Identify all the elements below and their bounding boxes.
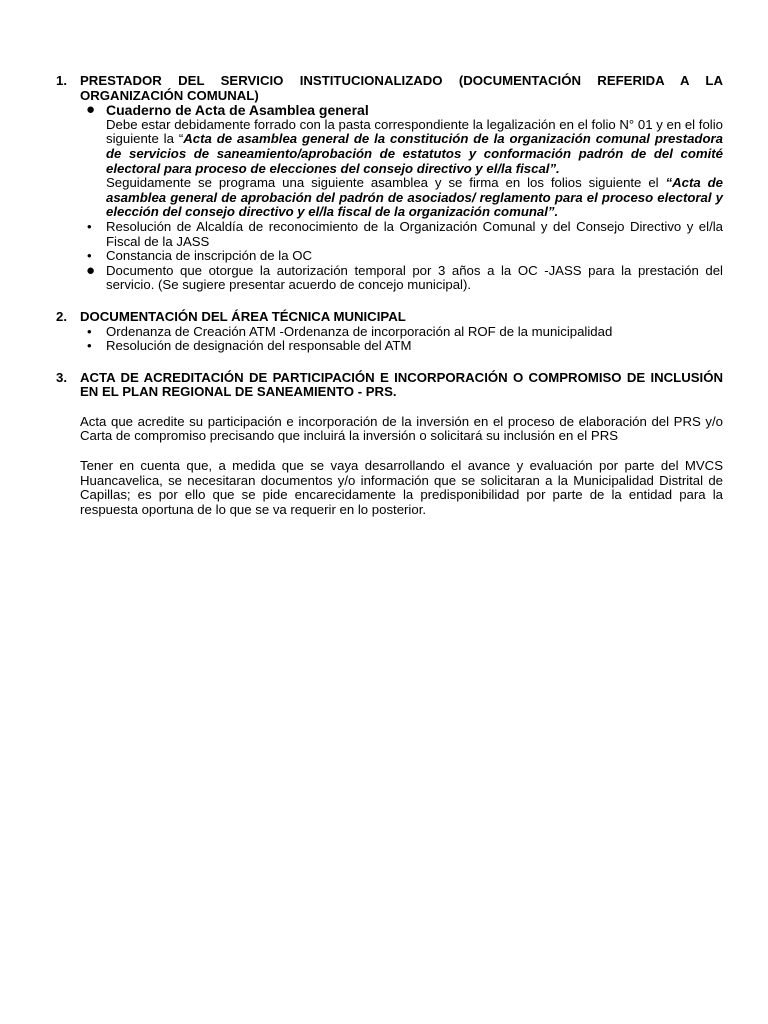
list-item: [80, 325, 723, 340]
item-text: Resolución de designación del responsable del ATM: [106, 338, 412, 354]
bullet-list: [80, 325, 723, 354]
bullet-icon: •: [87, 218, 92, 234]
item-text: Documento que otorgue la autorización temporal por 3 años a la OC -JASS para la prestación del servicio. (Se sugiere presentar acuerdo de concejo municipal).: [106, 262, 723, 293]
bullet-icon: •: [87, 338, 92, 354]
item-text: Resolución de Alcaldía de reconocimiento de la Organización Comunal y del Consejo Directivo y el/la Fiscal de la JASS: [106, 218, 723, 249]
item-title: Cuaderno de Acta de Asamblea general: [106, 102, 369, 119]
paragraph-text: Seguidamente se programa una siguiente asamblea y se firma en los folios siguiente el: [106, 175, 666, 191]
section-heading: ACTA DE ACREDITACIÓN DE PARTICIPACIÓN E INCORPORACIÓN O COMPROMISO DE INCLUSIÓN EN EL PLAN REGIONAL DE SANEAMIENTO - PRS.: [80, 369, 723, 400]
item-paragraph: [106, 176, 723, 220]
list-item: [80, 220, 723, 249]
item-text: Ordenanza de Creación ATM -Ordenanza de incorporación al ROF de la municipalidad: [106, 323, 613, 339]
bullet-icon: •: [87, 323, 92, 339]
paragraph-emphasis: Acta de asamblea general de la constitución de la organización comunal prestadora de servicios de saneamiento/aprobación de estatutos y conformación padrón de del comité electoral para proceso de elecciones del consejo directivo y el/la fiscal”.: [106, 131, 724, 176]
section-number: 3.: [56, 369, 67, 385]
section-number: 2.: [56, 308, 67, 324]
body-paragraph: Tener en cuenta que, a medida que se vaya desarrollando el avance y evaluación por parte del MVCS Huancavelica, se necesitaran documentos y/o información que se solicitaran a la Municipalidad Distrital de Capillas; es por ello que se pide encarecidamente la predisponibilidad por parte de la entidad para la respuesta oportuna de lo que se va requerir en lo posterior.: [80, 458, 723, 517]
section-number: 1.: [56, 73, 67, 88]
section-heading: DOCUMENTACIÓN DEL ÁREA TÉCNICA MUNICIPAL: [80, 308, 406, 324]
item-paragraph: [106, 118, 723, 176]
body-paragraph: Acta que acredite su participación e incorporación de la inversión en el proceso de elaboración del PRS y/o Carta de compromiso precisando que incluirá la inversión o solicitará su inclusión en el PRS: [80, 413, 723, 444]
document-page: [56, 74, 723, 517]
list-item: [80, 339, 723, 354]
bullet-icon: •: [87, 248, 92, 264]
bullet-icon: ●: [86, 261, 96, 279]
list-item: [80, 103, 723, 220]
section-3: [56, 371, 723, 518]
item-text: Constancia de inscripción de la OC: [106, 248, 312, 264]
section-2: [56, 310, 723, 354]
section-heading: PRESTADOR DEL SERVICIO INSTITUCIONALIZADO (DOCUMENTACIÓN REFERIDA A LA ORGANIZACIÓN COMUNAL): [80, 73, 723, 103]
section-1: [56, 74, 723, 293]
list-item: [80, 261, 723, 293]
paragraph-emphasis: “Acta de asamblea general de aprobación del padrón de asociados/ reglamento para el proceso electoral y elección del consejo directivo y el/la fiscal de la organización comunal”.: [106, 175, 724, 220]
list-item: [80, 249, 723, 264]
bullet-icon: ●: [86, 101, 96, 119]
paragraph-text: Debe estar debidamente forrado con la pasta correspondiente la legalización en el folio N° 01 y en el folio siguiente la “: [106, 116, 723, 147]
bullet-list: [80, 103, 723, 293]
